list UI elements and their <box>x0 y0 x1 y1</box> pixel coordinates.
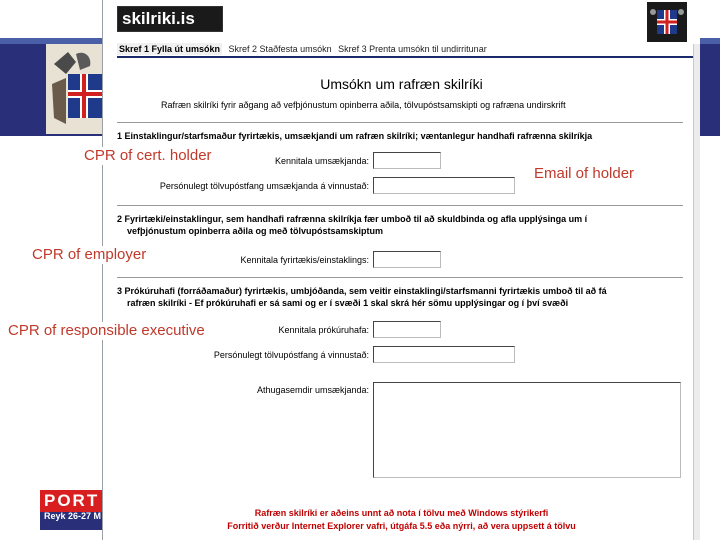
section-2-heading-cont: vefþjónustum opinberra aðila og með tölvupóstsamskiptum <box>127 226 384 236</box>
executive-id-label: Kennitala prókúruhafa: <box>278 325 369 335</box>
vertical-scrollbar[interactable] <box>693 44 700 540</box>
page-title: Umsókn um rafræn skilríki <box>320 76 483 92</box>
applicant-email-label: Persónulegt tölvupóstfang umsækjanda á vinnustað: <box>159 181 369 191</box>
annotation-cpr-executive: CPR of responsible executive <box>8 322 205 339</box>
section-3-heading: 3 Prókúruhafi (forráðamaður) fyrirtækis, umbjóðanda, sem veitir einstaklingi/starfsmanni fyrirtækis umboð til að fá <box>117 286 607 296</box>
divider <box>117 277 683 278</box>
tab-step-2[interactable]: Skref 2 Staðfesta umsókn <box>228 44 332 54</box>
windows-requirement-notice: Rafræn skilríki er aðeins unnt að nota í tölvu með Windows stýrikerfi <box>254 508 549 518</box>
port-logo-text: PORT <box>40 490 106 512</box>
tab-step-3[interactable]: Skref 3 Prenta umsókn til undirritunar <box>338 44 487 54</box>
coat-of-arms-icon <box>46 44 106 134</box>
applicant-id-input[interactable] <box>373 152 441 169</box>
company-id-label: Kennitala fyrirtækis/einstaklings: <box>240 255 369 265</box>
annotation-cpr-cert-holder: CPR of cert. holder <box>84 147 212 164</box>
comments-textarea[interactable] <box>373 382 681 478</box>
port-logo-subtext: Reyk 26-27 M <box>40 512 106 530</box>
browser-requirement-notice: Forritið verður Internet Explorer vafri, útgáfa 5.5 eða nýrri, að vera uppsett á tölvu <box>227 521 576 531</box>
applicant-id-label: Kennitala umsækjanda: <box>274 156 369 166</box>
step-tabs-rule <box>117 56 693 58</box>
divider <box>117 122 683 123</box>
crest-icon <box>647 2 687 42</box>
comments-label: Athugasemdir umsækjanda: <box>256 385 369 395</box>
executive-email-input[interactable] <box>373 346 515 363</box>
annotation-email-holder: Email of holder <box>534 165 635 182</box>
executive-email-label: Persónulegt tölvupóstfang á vinnustað: <box>213 350 369 360</box>
section-3-heading-cont: rafræn skilríki - Ef prókúruhafi er sá sami og er í svæði 1 skal skrá hér sömu upplýsingar og í því svæði <box>127 298 569 308</box>
brand-logo[interactable] <box>117 6 223 32</box>
annotation-cpr-employer: CPR of employer <box>32 246 147 263</box>
brand-logo-text: skilriki.is <box>122 9 195 28</box>
company-id-input[interactable] <box>373 251 441 268</box>
port-logo <box>40 490 106 530</box>
applicant-email-input[interactable] <box>373 177 515 194</box>
coat-of-arms-image <box>46 44 106 134</box>
tab-step-1[interactable]: Skref 1 Fylla út umsókn <box>119 44 221 54</box>
page-subtitle: Rafræn skilríki fyrir aðgang að vefþjónustum opinberra aðila, tölvupóstsamskipti og rafræna undirskrift <box>161 100 566 110</box>
divider <box>117 205 683 206</box>
browser-window <box>102 0 700 540</box>
section-1-heading: 1 Einstaklingur/starfsmaður fyrirtækis, umsækjandi um rafræn skilríki; væntanlegur handhafi rafrænna skilríkja <box>117 131 593 141</box>
step-tabs <box>117 43 693 55</box>
site-header <box>103 0 700 44</box>
executive-id-input[interactable] <box>373 321 441 338</box>
section-2-heading: 2 Fyrirtæki/einstaklingur, sem handhafi rafrænna skilríkja fær umboð til að skuldbinda og afla upplýsinga um í <box>117 214 588 224</box>
